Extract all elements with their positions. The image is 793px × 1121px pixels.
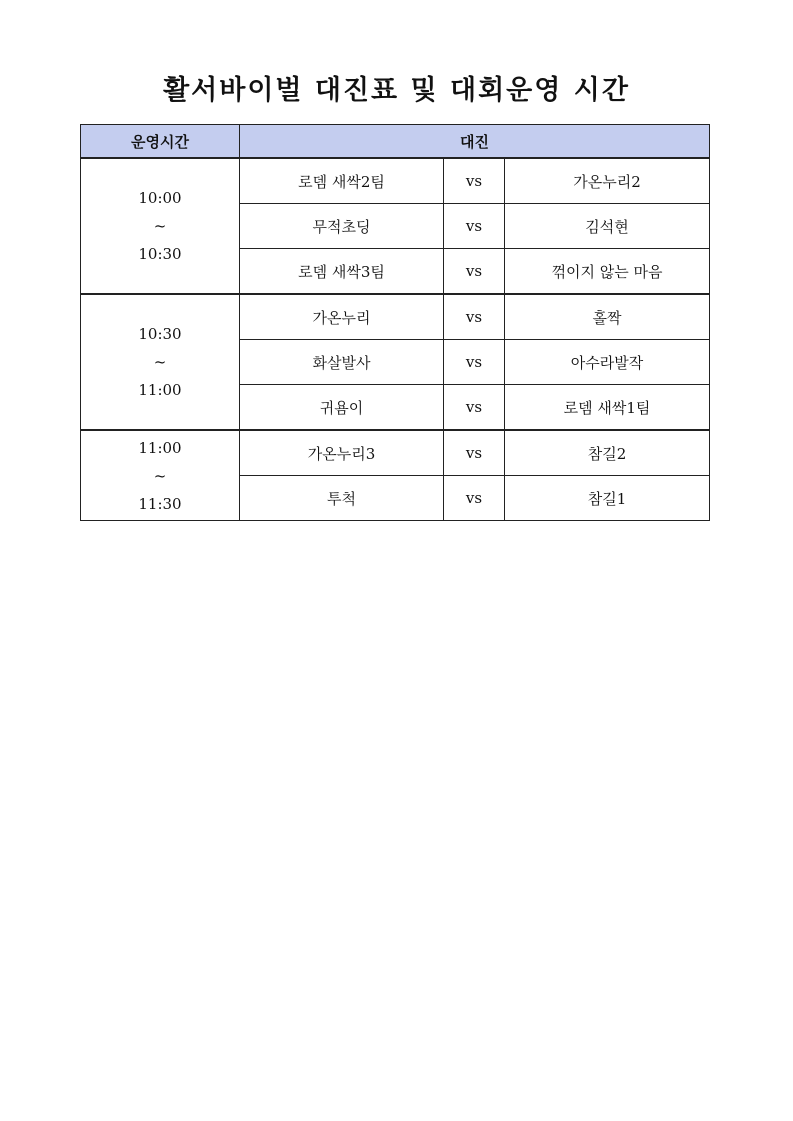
team-b-cell: 참길2 (505, 430, 710, 476)
team-a-cell: 무적초딩 (240, 204, 444, 249)
vs-cell: vs (444, 158, 505, 204)
vs-cell: vs (444, 249, 505, 295)
header-row (81, 125, 710, 159)
team-a-cell: 가온누리 (240, 294, 444, 340)
time-separator: ~ (153, 466, 167, 485)
time-slot-cell (81, 158, 240, 294)
time-separator: ~ (153, 217, 167, 235)
team-b-cell: 아수라발작 (505, 340, 710, 385)
header-time: 운영시간 (81, 125, 240, 159)
time-slot-cell (81, 430, 240, 521)
time-start: 10:30 (138, 325, 182, 343)
vs-cell: vs (444, 476, 505, 521)
time-end: 11:30 (138, 494, 182, 513)
table-row (81, 294, 710, 340)
schedule-table (80, 124, 710, 521)
time-start: 11:00 (138, 438, 182, 457)
team-b-cell: 홀짝 (505, 294, 710, 340)
time-separator: ~ (153, 353, 167, 371)
team-a-cell: 화살발사 (240, 340, 444, 385)
team-a-cell: 투척 (240, 476, 444, 521)
time-end: 10:30 (138, 245, 182, 263)
vs-cell: vs (444, 204, 505, 249)
team-b-cell: 참길1 (505, 476, 710, 521)
time-slot-cell (81, 294, 240, 430)
team-b-cell: 로뎀 새싹1팀 (505, 385, 710, 431)
time-start: 10:00 (138, 189, 182, 207)
team-a-cell: 로뎀 새싹3팀 (240, 249, 444, 295)
team-a-cell: 귀욤이 (240, 385, 444, 431)
page-title: 활서바이벌 대진표 및 대회운영 시간 (163, 75, 630, 106)
team-a-cell: 가온누리3 (240, 430, 444, 476)
vs-cell: vs (444, 385, 505, 431)
team-a-cell: 로뎀 새싹2팀 (240, 158, 444, 204)
team-b-cell: 꺾이지 않는 마음 (505, 249, 710, 295)
vs-cell: vs (444, 340, 505, 385)
vs-cell: vs (444, 430, 505, 476)
time-end: 11:00 (138, 381, 182, 399)
table-row (81, 430, 710, 476)
header-match: 대진 (240, 125, 710, 159)
team-b-cell: 김석현 (505, 204, 710, 249)
vs-cell: vs (444, 294, 505, 340)
team-b-cell: 가온누리2 (505, 158, 710, 204)
table-row (81, 158, 710, 204)
